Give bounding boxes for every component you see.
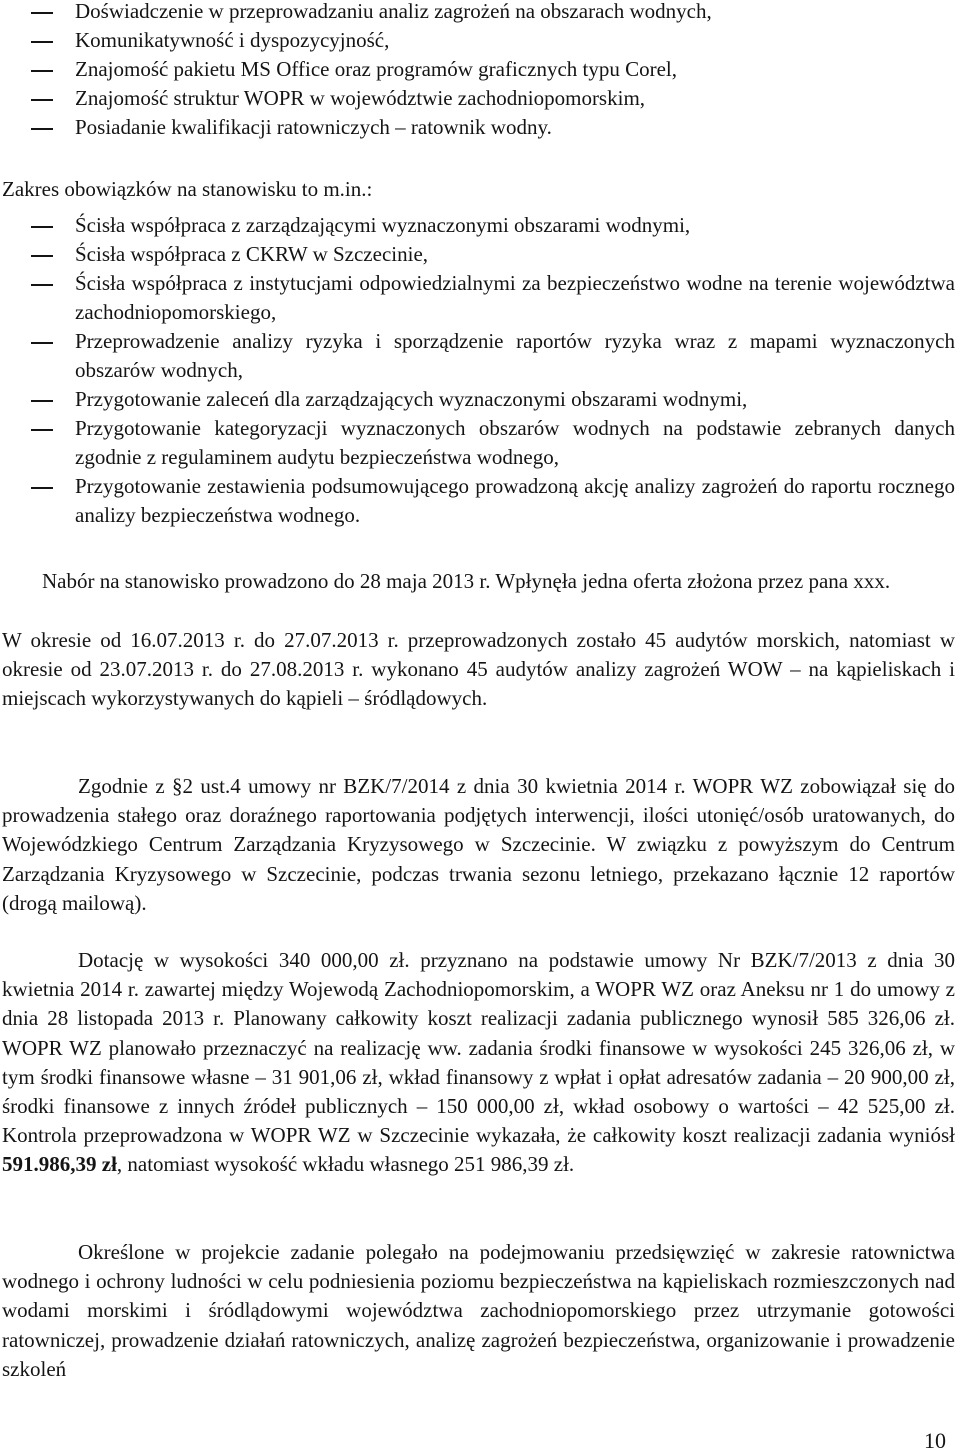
list-item: Komunikatywność i dyspozycyjność, [75,26,950,55]
list-item: Przygotowanie kategoryzacji wyznaczonych obszarów wodnych na podstawie zebranych danych zgodnie z regulaminem audytu bezpieczeństwa wodnego, [75,414,955,472]
list-item: Znajomość struktur WOPR w województwie zachodniopomorskim, [75,84,950,113]
audits-text: W okresie od 16.07.2013 r. do 27.07.2013 r. przeprowadzonych zostało 45 audytów morskich, natomiast w okresie od 23.07.2013 r. do 27.08.2013 r. wykonano 45 audytów analizy zagrożeń WOW – na kąpieliskach i miejscach wykorzystywanych do kąpieli – śródlądowych. [2,628,955,711]
list-item: Przygotowanie zaleceń dla zarządzających wyznaczonymi obszarami wodnymi, [75,385,955,414]
audits-paragraph [2,626,955,714]
subsidy-text-end: , natomiast wysokość wkładu własnego 251 986,39 zł. [116,1152,575,1177]
list-item: Znajomość pakietu MS Office oraz programów graficznych typu Corel, [75,55,950,84]
reporting-text: Zgodnie z §2 ust.4 umowy nr BZK/7/2014 z dnia 30 kwietnia 2014 r. WOPR WZ zobowiązał się do prowadzenia stałego oraz doraźnego raportowania podjętych interwencji, ilości utonięć/osób uratowanych, do Wojewódzkiego Centrum Zarządzania Kryzysowego w Szczecinie. W związku z powyższym do Centrum Zarządzania Kryzysowego w Szczecinie, podczas trwania sezonu letniego, przekazano łącznie 12 raportów (drogą mailową). [2,774,955,915]
list-item: Ścisła współpraca z CKRW w Szczecinie, [75,240,955,269]
duties-list [75,211,955,530]
duties-heading: Zakres obowiązków na stanowisku to m.in.: [2,177,373,201]
page-number: 10 [924,1428,946,1453]
recruitment-paragraph [2,567,955,596]
list-item: Przygotowanie zestawienia podsumowującego prowadzoną akcję analizy zagrożeń do raportu rocznego analizy bezpieczeństwa wodnego. [75,472,955,530]
project-text: Określone w projekcie zadanie polegało na podejmowaniu przedsięwzięć w zakresie ratownictwa wodnego i ochrony ludności w celu podniesienia poziomu bezpieczeństwa na kąpieliskach rozmieszczonych nad wodami morskimi i śródlądowymi województwa zachodniopomorskiego przez utrzymanie gotowości ratowniczej, prowadzenie działań ratowniczych, analizę zagrożeń bezpieczeństwa, organizowanie i prowadzenie szkoleń [2,1240,955,1381]
qualifications-list [75,0,950,142]
reporting-paragraph [2,772,955,918]
list-item: Przeprowadzenie analizy ryzyka i sporządzenie raportów ryzyka wraz z mapami wyznaczonych obszarów wodnych, [75,327,955,385]
list-item: Posiadanie kwalifikacji ratowniczych – ratownik wodny. [75,113,950,142]
list-item: Doświadczenie w przeprowadzaniu analiz zagrożeń na obszarach wodnych, [75,0,950,26]
subsidy-text: Dotację w wysokości 340 000,00 zł. przyznano na podstawie umowy Nr BZK/7/2013 z dnia 30 kwietnia 2014 r. zawartej między Wojewodą Zachodniopomorskim, a WOPR WZ oraz Aneksu nr 1 do umowy z dnia 28 listopada 2013 r. Planowany całkowity koszt realizacji zadania publicznego wynosił 585 326,06 zł. WOPR WZ planowało przeznaczyć na realizację ww. zadania środki finansowe w wysokości 245 326,06 zł, w tym środki finansowe własne – 31 901,06 zł, wkład finansowy z wpłat i opłat adresatów zadania – 20 900,00 zł, środki finansowe z innych źródeł publicznych – 150 000,00 zł, wkład osobowy o wartości – 42 525,00 zł. Kontrola przeprowadzona w WOPR WZ w Szczecinie wykazała, że całkowity koszt realizacji zadania wyniósł [2,948,955,1148]
recruitment-text: Nabór na stanowisko prowadzono do 28 maja 2013 r. Wpłynęła jedna oferta złożona przez pana xxx. [42,569,891,593]
list-item: Ścisła współpraca z instytucjami odpowiedzialnymi za bezpieczeństwo wodne na terenie województwa zachodniopomorskiego, [75,269,955,327]
total-cost-value: 591.986,39 zł [2,1152,117,1177]
list-item: Ścisła współpraca z zarządzającymi wyznaczonymi obszarami wodnymi, [75,211,955,240]
subsidy-paragraph [2,946,955,1180]
project-paragraph [2,1238,955,1384]
